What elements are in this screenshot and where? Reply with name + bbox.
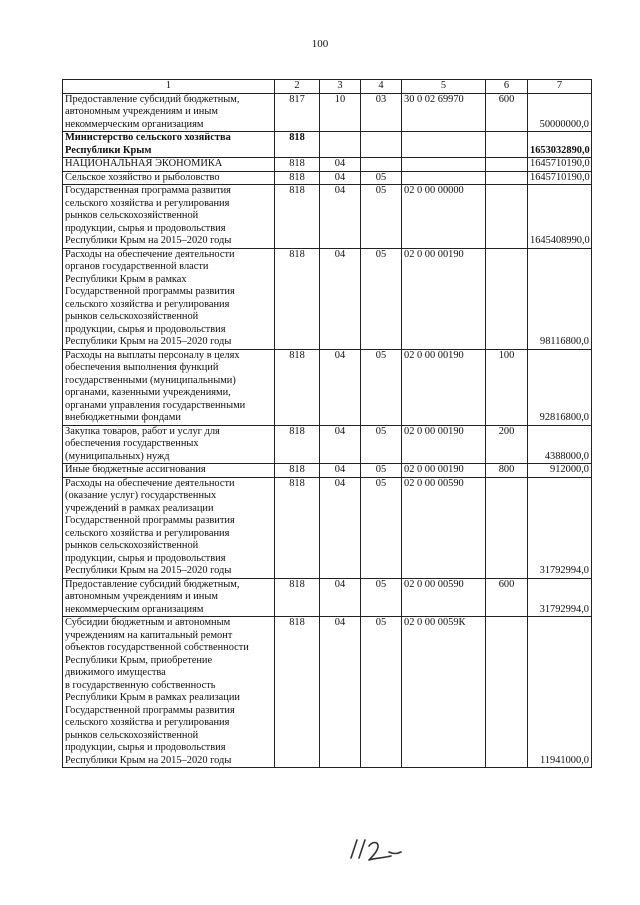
- cell-c2: 818: [275, 171, 320, 185]
- cell-c4: 05: [361, 578, 402, 617]
- cell-c6: 200: [486, 425, 528, 464]
- cell-c4: 05: [361, 425, 402, 464]
- table-row: [63, 425, 592, 464]
- cell-c5: [402, 171, 486, 185]
- cell-c1: Субсидии бюджетным и автономным учреждениям на капитальный ремонт объектов государственной собственности Республики Крым, приобретение движимого имущества в государственную собственность Республики Крым в рамках реализации Государственной программы развития сельского хозяйства и регулирования рынков сельскохозяйственной продукции, сырья и продовольствия Республики Крым на 2015–2020 годы: [63, 617, 275, 768]
- cell-c5: 02 0 00 00590: [402, 578, 486, 617]
- header-cell-1: 1: [63, 80, 275, 94]
- cell-c5: 02 0 00 00190: [402, 425, 486, 464]
- cell-c4: 05: [361, 171, 402, 185]
- cell-c7: 912000,0: [528, 464, 592, 478]
- cell-c2: 818: [275, 132, 320, 158]
- cell-c6: [486, 248, 528, 349]
- cell-c1: Предоставление субсидий бюджетным, автономным учреждениям и иным некоммерческим организациям: [63, 578, 275, 617]
- cell-c7: 1645710190,0: [528, 158, 592, 172]
- cell-c6: [486, 185, 528, 249]
- budget-table: [62, 79, 592, 768]
- table-row: [63, 185, 592, 249]
- table-row: [63, 477, 592, 578]
- cell-c4: 05: [361, 349, 402, 425]
- cell-c1: Сельское хозяйство и рыболовство: [63, 171, 275, 185]
- cell-c6: 100: [486, 349, 528, 425]
- handwritten-page-mark: [345, 834, 405, 864]
- cell-c3: [320, 132, 361, 158]
- cell-c4: [361, 132, 402, 158]
- table-row: [63, 248, 592, 349]
- cell-c4: 05: [361, 185, 402, 249]
- cell-c4: 03: [361, 93, 402, 132]
- cell-c6: [486, 617, 528, 768]
- cell-c7: 4388000,0: [528, 425, 592, 464]
- cell-c3: 04: [320, 248, 361, 349]
- cell-c2: 818: [275, 158, 320, 172]
- cell-c4: 05: [361, 617, 402, 768]
- cell-c3: 04: [320, 171, 361, 185]
- cell-c3: 04: [320, 464, 361, 478]
- cell-c1: Предоставление субсидий бюджетным, автономным учреждениям и иным некоммерческим организациям: [63, 93, 275, 132]
- cell-c3: 04: [320, 425, 361, 464]
- cell-c1: Иные бюджетные ассигнования: [63, 464, 275, 478]
- cell-c2: 818: [275, 185, 320, 249]
- cell-c1: НАЦИОНАЛЬНАЯ ЭКОНОМИКА: [63, 158, 275, 172]
- cell-c6: 800: [486, 464, 528, 478]
- cell-c2: 817: [275, 93, 320, 132]
- header-cell-6: 6: [486, 80, 528, 94]
- cell-c6: 600: [486, 578, 528, 617]
- cell-c2: 818: [275, 464, 320, 478]
- header-cell-3: 3: [320, 80, 361, 94]
- cell-c7: 50000000,0: [528, 93, 592, 132]
- header-cell-4: 4: [361, 80, 402, 94]
- cell-c6: [486, 171, 528, 185]
- table-row: [63, 349, 592, 425]
- cell-c2: 818: [275, 578, 320, 617]
- cell-c7: 1645408990,0: [528, 185, 592, 249]
- cell-c4: [361, 158, 402, 172]
- cell-c7: 92816800,0: [528, 349, 592, 425]
- cell-c2: 818: [275, 425, 320, 464]
- cell-c1: Министерство сельского хозяйства Республики Крым: [63, 132, 275, 158]
- cell-c5: 02 0 00 00190: [402, 248, 486, 349]
- cell-c2: 818: [275, 617, 320, 768]
- table-row: [63, 617, 592, 768]
- cell-c4: 05: [361, 464, 402, 478]
- cell-c5: 02 0 00 00190: [402, 349, 486, 425]
- cell-c2: 818: [275, 477, 320, 578]
- cell-c1: Расходы на выплаты персоналу в целях обеспечения выполнения функций государственными (муниципальными) органами, казенными учреждениями, органами управления государственными внебюджетными фондами: [63, 349, 275, 425]
- cell-c3: 04: [320, 349, 361, 425]
- cell-c1: Государственная программа развития сельского хозяйства и регулирования рынков сельскохозяйственной продукции, сырья и продовольствия Республики Крым на 2015–2020 годы: [63, 185, 275, 249]
- cell-c1: Расходы на обеспечение деятельности органов государственной власти Республики Крым в рамках Государственной программы развития сельского хозяйства и регулирования рынков сельскохозяйственной продукции, сырья и продовольствия Республики Крым на 2015–2020 годы: [63, 248, 275, 349]
- header-cell-7: 7: [528, 80, 592, 94]
- cell-c1: Расходы на обеспечение деятельности (оказание услуг) государственных учреждений в рамках реализации Государственной программы развития сельского хозяйства и регулирования рынков сельскохозяйственной продукции, сырья и продовольствия Республики Крым на 2015–2020 годы: [63, 477, 275, 578]
- cell-c3: 04: [320, 158, 361, 172]
- cell-c3: 10: [320, 93, 361, 132]
- cell-c5: [402, 158, 486, 172]
- cell-c2: 818: [275, 248, 320, 349]
- table-header-row: [63, 80, 592, 94]
- cell-c3: 04: [320, 477, 361, 578]
- cell-c4: 05: [361, 477, 402, 578]
- header-cell-2: 2: [275, 80, 320, 94]
- cell-c6: [486, 477, 528, 578]
- cell-c3: 04: [320, 185, 361, 249]
- cell-c4: 05: [361, 248, 402, 349]
- table-row: [63, 132, 592, 158]
- table-row: [63, 93, 592, 132]
- cell-c5: 02 0 00 0059К: [402, 617, 486, 768]
- cell-c7: 1653032890,0: [528, 132, 592, 158]
- table-row: [63, 578, 592, 617]
- cell-c5: [402, 132, 486, 158]
- cell-c5: 02 0 00 00000: [402, 185, 486, 249]
- cell-c7: 1645710190,0: [528, 171, 592, 185]
- cell-c7: 31792994,0: [528, 578, 592, 617]
- cell-c7: 11941000,0: [528, 617, 592, 768]
- cell-c7: 98116800,0: [528, 248, 592, 349]
- cell-c3: 04: [320, 578, 361, 617]
- cell-c6: [486, 158, 528, 172]
- cell-c6: [486, 132, 528, 158]
- cell-c5: 02 0 00 00190: [402, 464, 486, 478]
- cell-c2: 818: [275, 349, 320, 425]
- cell-c5: 30 0 02 69970: [402, 93, 486, 132]
- cell-c6: 600: [486, 93, 528, 132]
- table-row: [63, 158, 592, 172]
- table-row: [63, 464, 592, 478]
- cell-c5: 02 0 00 00590: [402, 477, 486, 578]
- table-row: [63, 171, 592, 185]
- header-cell-5: 5: [402, 80, 486, 94]
- cell-c3: 04: [320, 617, 361, 768]
- page-number: 100: [311, 38, 329, 50]
- cell-c1: Закупка товаров, работ и услуг для обеспечения государственных (муниципальных) нужд: [63, 425, 275, 464]
- cell-c7: 31792994,0: [528, 477, 592, 578]
